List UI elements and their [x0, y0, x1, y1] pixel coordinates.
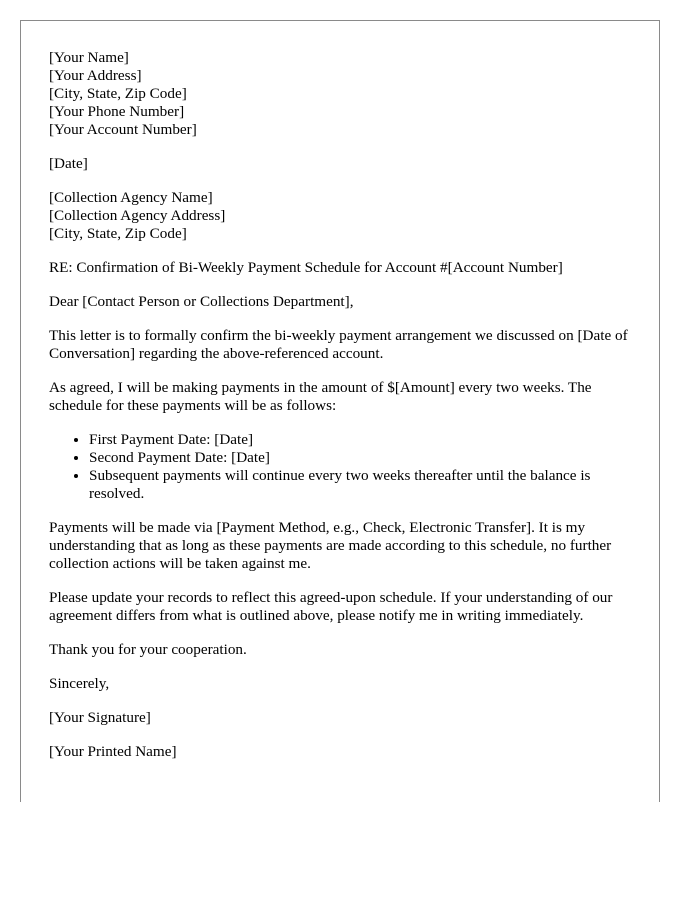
sender-name: [Your Name]: [49, 49, 129, 66]
list-item: • Subsequent payments will continue every two weeks thereafter until the balance is resolved.: [89, 467, 631, 503]
list-item: • Second Payment Date: [Date]: [89, 449, 631, 467]
signature: [Your Signature]: [49, 709, 151, 726]
letter-page: [20, 20, 660, 802]
recipient-agency-address: [Collection Agency Address]: [49, 207, 226, 224]
salutation: Dear [Contact Person or Collections Department],: [49, 293, 354, 310]
thanks-paragraph: Thank you for your cooperation.: [49, 641, 247, 658]
sender-phone: [Your Phone Number]: [49, 103, 185, 120]
intro-paragraph: This letter is to formally confirm the bi-weekly payment arrangement we discussed on [Date of Conversation] regarding the above-referenced account.: [49, 327, 628, 362]
sender-address-block: [49, 49, 631, 139]
agreement-paragraph: As agreed, I will be making payments in the amount of $[Amount] every two weeks. The schedule for these payments will be as follows:: [49, 379, 592, 414]
printed-name: [Your Printed Name]: [49, 743, 177, 760]
letter-date: [Date]: [49, 155, 88, 172]
update-records-paragraph: Please update your records to reflect this agreed-upon schedule. If your understanding of our agreement differs from what is outlined above, please notify me in writing immediately.: [49, 589, 613, 624]
list-item: • First Payment Date: [Date]: [89, 431, 631, 449]
subject-line: RE: Confirmation of Bi-Weekly Payment Schedule for Account #[Account Number]: [49, 259, 563, 276]
recipient-city-state-zip: [City, State, Zip Code]: [49, 225, 187, 242]
sender-city-state-zip: [City, State, Zip Code]: [49, 85, 187, 102]
payment-method-paragraph: Payments will be made via [Payment Method, e.g., Check, Electronic Transfer]. It is my understanding that as long as these payments are made according to this schedule, no further collection actions will be taken against me.: [49, 519, 612, 572]
sender-account-number: [Your Account Number]: [49, 121, 197, 138]
recipient-agency-name: [Collection Agency Name]: [49, 189, 213, 206]
payment-schedule-list: [49, 431, 631, 503]
closing: Sincerely,: [49, 675, 110, 692]
sender-address: [Your Address]: [49, 67, 142, 84]
recipient-address-block: [49, 189, 631, 243]
